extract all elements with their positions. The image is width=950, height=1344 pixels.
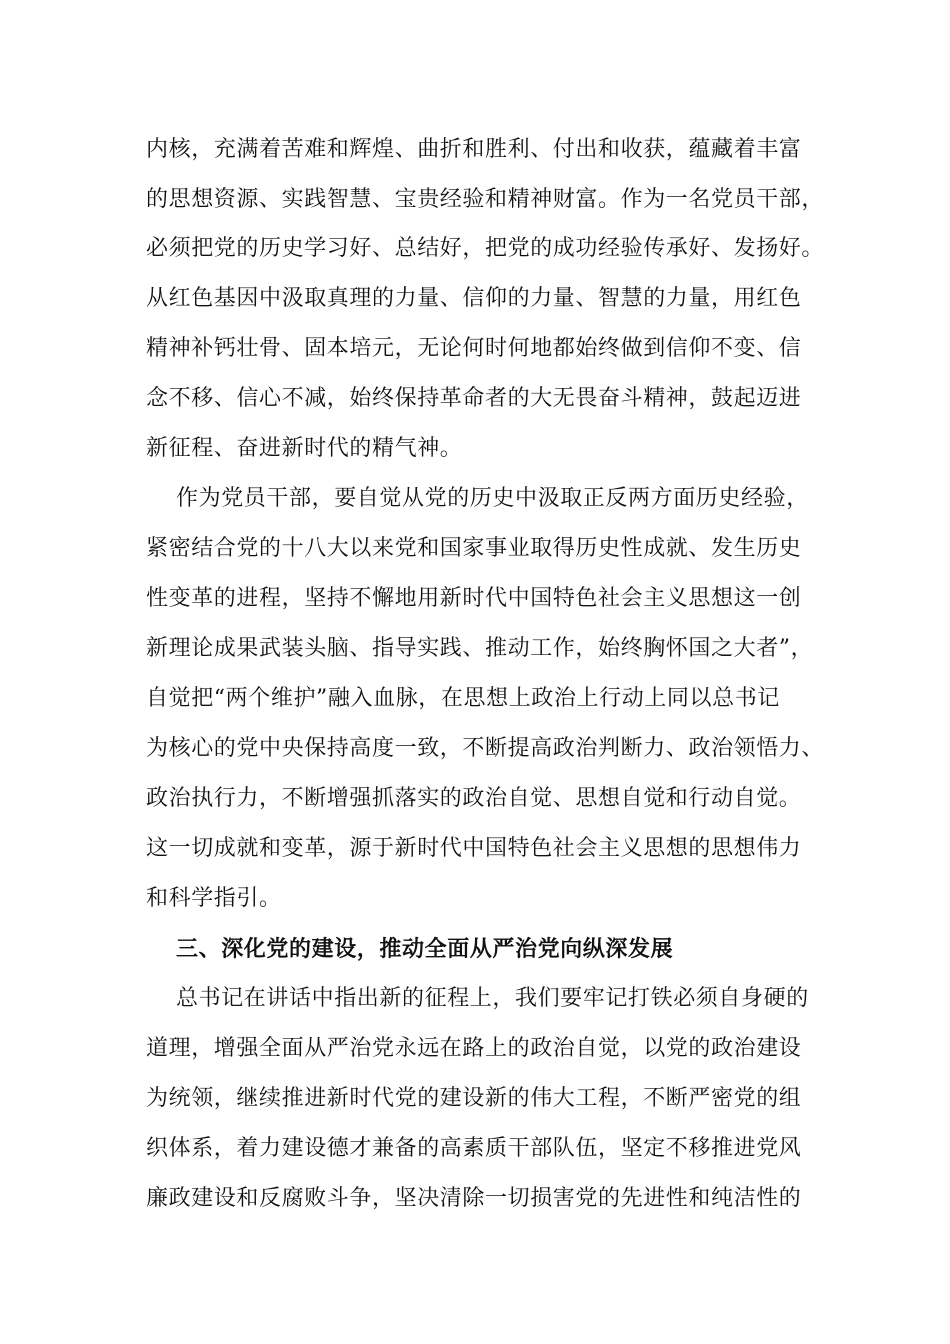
text-line: 的思想资源、实践智慧、宝贵经验和精神财富。作为一名党员干部， <box>146 187 825 212</box>
text-line: 紧密结合党的十八大以来党和国家事业取得历史性成就、发生历史 <box>146 536 802 561</box>
text-line: 内核，充满着苦难和辉煌、曲折和胜利、付出和收获，蕴藏着丰富 <box>146 137 802 162</box>
text-line: 廉政建设和反腐败斗争，坚决清除一切损害党的先进性和纯洁性的 <box>146 1186 802 1211</box>
text-line: 政治执行力，不断增强抓落实的政治自觉、思想自觉和行动自觉。 <box>146 786 802 811</box>
text-line: 这一切成就和变革，源于新时代中国特色社会主义思想的思想伟力 <box>146 836 802 861</box>
text-line: 必须把党的历史学习好、总结好，把党的成功经验传承好、发扬好。 <box>146 236 825 261</box>
text-line: 总书记在讲话中指出新的征程上，我们要牢记打铁必须自身硬的 <box>176 986 809 1011</box>
text-line: 为核心的党中央保持高度一致，不断提高政治判断力、政治领悟力、 <box>146 736 825 761</box>
text-line: 精神补钙壮骨、固本培元，无论何时何地都始终做到信仰不变、信 <box>146 336 802 361</box>
text-line: 为统领，继续推进新时代党的建设新的伟大工程，不断严密党的组 <box>146 1086 802 1111</box>
text-line: 念不移、信心不减，始终保持革命者的大无畏奋斗精神，鼓起迈进 <box>146 386 802 411</box>
text-line: 自觉把“两个维护”融入血脉，在思想上政治上行动上同以总书记 <box>146 686 780 711</box>
text-line: 道理，增强全面从严治党永远在路上的政治自觉，以党的政治建设 <box>146 1036 802 1061</box>
text-line: 从红色基因中汲取真理的力量、信仰的力量、智慧的力量，用红色 <box>146 286 802 311</box>
section-heading: 三、深化党的建设，推动全面从严治党向纵深发展 <box>176 936 674 962</box>
text-line: 性变革的进程，坚持不懈地用新时代中国特色社会主义思想这一创 <box>146 586 802 611</box>
text-line: 作为党员干部，要自觉从党的历史中汲取正反两方面历史经验， <box>176 486 809 511</box>
text-line: 织体系，着力建设德才兼备的高素质干部队伍，坚定不移推进党风 <box>146 1136 802 1161</box>
text-line: 新征程、奋进新时代的精气神。 <box>146 436 463 461</box>
text-line: 新理论成果武装头脑、指导实践、推动工作，始终胸怀国之大者”， <box>146 636 814 661</box>
text-line: 和科学指引。 <box>146 886 282 911</box>
